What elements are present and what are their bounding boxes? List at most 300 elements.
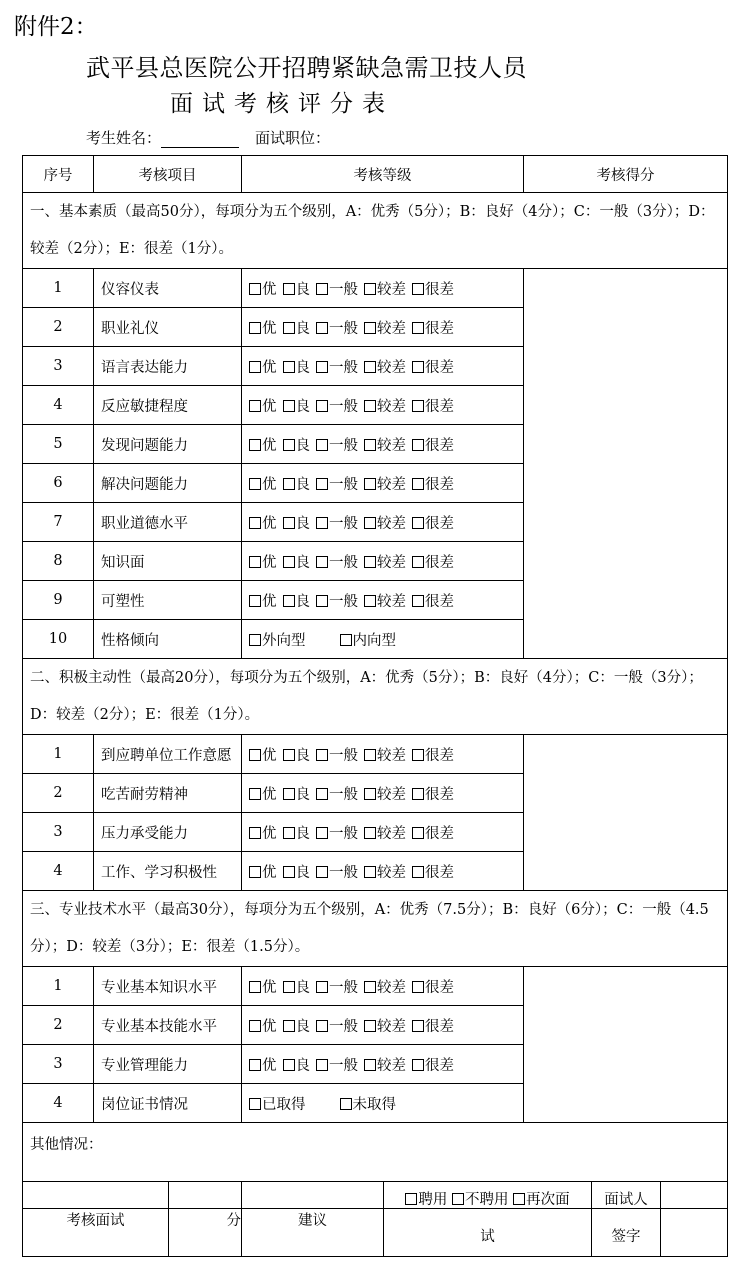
grade-options bbox=[242, 464, 524, 503]
grade-option-label: 较差 bbox=[377, 476, 406, 493]
grade-checkbox[interactable] bbox=[412, 361, 424, 373]
suggest-label: 建议 bbox=[242, 1182, 384, 1257]
section3-description: 三、专业技术水平（最高30分），每项分为五个级别，A：优秀（7.5分）；B：良好（6分）；C：一般（4.5分）；D：较差（3分）；E：很差（1.5分）。 bbox=[23, 891, 728, 967]
grade-checkbox[interactable] bbox=[412, 866, 424, 878]
grade-option bbox=[283, 826, 311, 842]
grade-option-label: 很差 bbox=[425, 864, 454, 881]
grade-option bbox=[316, 555, 358, 571]
grade-option bbox=[283, 748, 311, 764]
grade-option bbox=[249, 865, 277, 881]
grade-checkbox[interactable] bbox=[249, 400, 261, 412]
grade-option-label: 优 bbox=[262, 515, 277, 532]
choice-checkbox[interactable] bbox=[249, 634, 261, 646]
grade-checkbox[interactable] bbox=[412, 595, 424, 607]
attachment-label: 附件2： bbox=[14, 14, 98, 40]
grade-checkbox[interactable] bbox=[412, 981, 424, 993]
grade-checkbox[interactable] bbox=[412, 1059, 424, 1071]
grade-options bbox=[242, 852, 524, 891]
grade-option-label: 良 bbox=[295, 437, 310, 454]
item-number: 6 bbox=[23, 464, 94, 503]
grade-checkbox[interactable] bbox=[364, 1059, 376, 1071]
item-name: 岗位证书情况 bbox=[94, 1084, 242, 1123]
grade-checkbox[interactable] bbox=[249, 478, 261, 490]
grade-option bbox=[283, 399, 311, 415]
choice-option bbox=[340, 633, 397, 649]
choice-checkbox[interactable] bbox=[249, 1098, 261, 1110]
item-number: 4 bbox=[23, 1084, 94, 1123]
grade-option-label: 较差 bbox=[377, 786, 406, 803]
choice-option bbox=[249, 1097, 306, 1113]
signer-label bbox=[592, 1182, 661, 1257]
grade-checkbox[interactable] bbox=[249, 981, 261, 993]
grade-option-label: 较差 bbox=[377, 554, 406, 571]
grade-checkbox[interactable] bbox=[412, 517, 424, 529]
section2-score-cell[interactable] bbox=[524, 735, 728, 891]
grade-checkbox[interactable] bbox=[249, 1059, 261, 1071]
item-name: 反应敏捷程度 bbox=[94, 386, 242, 425]
grade-checkbox[interactable] bbox=[364, 981, 376, 993]
candidate-name-field[interactable] bbox=[161, 133, 239, 148]
grade-option bbox=[364, 516, 406, 532]
grade-option-label: 一般 bbox=[329, 864, 358, 881]
grade-checkbox[interactable] bbox=[412, 1020, 424, 1032]
grade-option bbox=[316, 594, 358, 610]
grade-option-label: 一般 bbox=[329, 476, 358, 493]
grade-checkbox[interactable] bbox=[249, 595, 261, 607]
grade-option-label: 良 bbox=[295, 747, 310, 764]
grade-option bbox=[364, 1019, 406, 1035]
grade-checkbox[interactable] bbox=[364, 749, 376, 761]
item-name: 发现问题能力 bbox=[94, 425, 242, 464]
grade-option-label: 一般 bbox=[329, 593, 358, 610]
grade-option bbox=[412, 360, 454, 376]
grade-checkbox[interactable] bbox=[364, 439, 376, 451]
grade-option-label: 一般 bbox=[329, 281, 358, 298]
grade-option bbox=[249, 1058, 277, 1074]
grade-checkbox[interactable] bbox=[316, 439, 328, 451]
grade-option bbox=[249, 399, 277, 415]
section3-row bbox=[23, 891, 728, 967]
grade-option-label: 较差 bbox=[377, 747, 406, 764]
item-number: 4 bbox=[23, 386, 94, 425]
grade-checkbox[interactable] bbox=[249, 517, 261, 529]
grade-checkbox[interactable] bbox=[249, 749, 261, 761]
grade-option bbox=[249, 438, 277, 454]
grade-option bbox=[412, 748, 454, 764]
item-number: 2 bbox=[23, 774, 94, 813]
grade-option-label: 一般 bbox=[329, 786, 358, 803]
grade-checkbox[interactable] bbox=[316, 322, 328, 334]
grade-checkbox[interactable] bbox=[412, 827, 424, 839]
grade-checkbox[interactable] bbox=[316, 1020, 328, 1032]
choice-option-label: 外向型 bbox=[262, 632, 306, 649]
grade-option-label: 一般 bbox=[329, 825, 358, 842]
item-number: 9 bbox=[23, 581, 94, 620]
conclusion-table bbox=[22, 1181, 728, 1257]
grade-option bbox=[316, 516, 358, 532]
grade-checkbox[interactable] bbox=[364, 361, 376, 373]
grade-checkbox[interactable] bbox=[283, 400, 295, 412]
item-number: 1 bbox=[23, 967, 94, 1006]
grade-options bbox=[242, 1006, 524, 1045]
grade-checkbox[interactable] bbox=[316, 478, 328, 490]
section2-description: 二、积极主动性（最高20分），每项分为五个级别，A：优秀（5分）；B：良好（4分）；C：一般（3分）；D：较差（2分）；E：很差（1分）。 bbox=[23, 659, 728, 735]
grade-checkbox[interactable] bbox=[283, 981, 295, 993]
grade-options bbox=[242, 425, 524, 464]
grade-option-label: 较差 bbox=[377, 825, 406, 842]
grade-option bbox=[412, 1058, 454, 1074]
grade-option-label: 良 bbox=[295, 359, 310, 376]
grade-checkbox[interactable] bbox=[249, 866, 261, 878]
signer-label-line1: 面试人 bbox=[604, 1192, 648, 1208]
grade-options bbox=[242, 774, 524, 813]
grade-checkbox[interactable] bbox=[283, 788, 295, 800]
grade-option bbox=[364, 477, 406, 493]
grade-checkbox[interactable] bbox=[316, 595, 328, 607]
grade-checkbox[interactable] bbox=[316, 981, 328, 993]
choice-option-label: 未取得 bbox=[352, 1096, 396, 1113]
section1-description: 一、基本素质（最高50分），每项分为五个级别，A：优秀（5分）；B：良好（4分）；C：一般（3分）；D：较差（2分）；E：很差（1分）。 bbox=[23, 193, 728, 269]
grade-checkbox[interactable] bbox=[316, 788, 328, 800]
grade-checkbox[interactable] bbox=[364, 827, 376, 839]
grade-checkbox[interactable] bbox=[316, 866, 328, 878]
checkbox-reinterview[interactable] bbox=[513, 1193, 525, 1205]
grade-option bbox=[283, 321, 311, 337]
item-name: 吃苦耐劳精神 bbox=[94, 774, 242, 813]
grade-checkbox[interactable] bbox=[316, 827, 328, 839]
grade-option-label: 很差 bbox=[425, 437, 454, 454]
suggest-wrap-line: 试 bbox=[480, 1229, 495, 1245]
grade-option-label: 优 bbox=[262, 1057, 277, 1074]
grade-checkbox[interactable] bbox=[316, 517, 328, 529]
grade-checkbox[interactable] bbox=[283, 439, 295, 451]
choice-option bbox=[249, 633, 306, 649]
grade-option-label: 一般 bbox=[329, 554, 358, 571]
grade-option-label: 优 bbox=[262, 398, 277, 415]
grade-option bbox=[283, 477, 311, 493]
grade-checkbox[interactable] bbox=[364, 595, 376, 607]
grade-option bbox=[364, 594, 406, 610]
item-name: 职业道德水平 bbox=[94, 503, 242, 542]
grade-checkbox[interactable] bbox=[364, 556, 376, 568]
choice-option-label: 内向型 bbox=[352, 632, 396, 649]
grade-checkbox[interactable] bbox=[364, 866, 376, 878]
grade-option bbox=[412, 865, 454, 881]
grade-option bbox=[316, 748, 358, 764]
grade-option-label: 较差 bbox=[377, 281, 406, 298]
grade-checkbox[interactable] bbox=[364, 322, 376, 334]
checkbox-hire[interactable] bbox=[405, 1193, 417, 1205]
grade-option bbox=[412, 787, 454, 803]
grade-options bbox=[242, 735, 524, 774]
grade-option bbox=[316, 1019, 358, 1035]
grade-option-label: 一般 bbox=[329, 1018, 358, 1035]
grade-checkbox[interactable] bbox=[249, 439, 261, 451]
grade-checkbox[interactable] bbox=[412, 788, 424, 800]
form-title: 面试考核评分表 bbox=[170, 91, 394, 117]
grade-checkbox[interactable] bbox=[283, 517, 295, 529]
grade-option-label: 良 bbox=[295, 554, 310, 571]
grade-option-label: 良 bbox=[295, 864, 310, 881]
grade-option-label: 较差 bbox=[377, 1018, 406, 1035]
item-number: 3 bbox=[23, 1045, 94, 1084]
grade-option bbox=[412, 438, 454, 454]
grade-checkbox[interactable] bbox=[283, 595, 295, 607]
grade-option-label: 良 bbox=[295, 476, 310, 493]
checkbox-no-hire[interactable] bbox=[452, 1193, 464, 1205]
item-number: 2 bbox=[23, 308, 94, 347]
grade-options bbox=[242, 308, 524, 347]
item-number: 2 bbox=[23, 1006, 94, 1045]
grade-checkbox[interactable] bbox=[249, 283, 261, 295]
grade-option-label: 优 bbox=[262, 593, 277, 610]
grade-option bbox=[249, 980, 277, 996]
grade-checkbox[interactable] bbox=[364, 400, 376, 412]
grade-option-label: 良 bbox=[295, 1018, 310, 1035]
grade-option bbox=[249, 321, 277, 337]
item-name: 专业基本技能水平 bbox=[94, 1006, 242, 1045]
item-number: 1 bbox=[23, 735, 94, 774]
grade-option-label: 优 bbox=[262, 979, 277, 996]
position-label: 面试职位： bbox=[255, 129, 331, 147]
grade-option bbox=[316, 865, 358, 881]
item-number: 8 bbox=[23, 542, 94, 581]
grade-checkbox[interactable] bbox=[316, 749, 328, 761]
grade-option bbox=[412, 282, 454, 298]
item-name: 专业基本知识水平 bbox=[94, 967, 242, 1006]
grade-checkbox[interactable] bbox=[249, 827, 261, 839]
grade-option bbox=[364, 787, 406, 803]
grade-checkbox[interactable] bbox=[283, 1059, 295, 1071]
suggest-options bbox=[384, 1182, 592, 1257]
grade-option-label: 很差 bbox=[425, 1018, 454, 1035]
grade-checkbox[interactable] bbox=[412, 556, 424, 568]
grade-checkbox[interactable] bbox=[283, 361, 295, 373]
grade-option-label: 很差 bbox=[425, 979, 454, 996]
grade-option bbox=[316, 399, 358, 415]
grade-option bbox=[283, 282, 311, 298]
item-name: 压力承受能力 bbox=[94, 813, 242, 852]
grade-checkbox[interactable] bbox=[283, 749, 295, 761]
grade-checkbox[interactable] bbox=[283, 556, 295, 568]
grade-option bbox=[283, 516, 311, 532]
grade-option bbox=[316, 438, 358, 454]
grade-checkbox[interactable] bbox=[249, 556, 261, 568]
grade-option-label: 优 bbox=[262, 1018, 277, 1035]
item-number: 3 bbox=[23, 347, 94, 386]
grade-checkbox[interactable] bbox=[316, 400, 328, 412]
grade-option bbox=[412, 980, 454, 996]
grade-option bbox=[364, 282, 406, 298]
grade-checkbox[interactable] bbox=[283, 283, 295, 295]
grade-checkbox[interactable] bbox=[412, 322, 424, 334]
grade-option bbox=[249, 1019, 277, 1035]
grade-option bbox=[364, 826, 406, 842]
grade-checkbox[interactable] bbox=[364, 517, 376, 529]
grade-option-label: 良 bbox=[295, 825, 310, 842]
grade-option bbox=[249, 477, 277, 493]
grade-option bbox=[249, 748, 277, 764]
grade-option bbox=[283, 787, 311, 803]
grade-checkbox[interactable] bbox=[412, 283, 424, 295]
grade-checkbox[interactable] bbox=[412, 749, 424, 761]
grade-option bbox=[412, 399, 454, 415]
grade-option-label: 良 bbox=[295, 515, 310, 532]
grade-option-label: 很差 bbox=[425, 554, 454, 571]
grade-option-label: 一般 bbox=[329, 1057, 358, 1074]
grade-checkbox[interactable] bbox=[364, 478, 376, 490]
grade-checkbox[interactable] bbox=[283, 827, 295, 839]
grade-checkbox[interactable] bbox=[283, 866, 295, 878]
grade-checkbox[interactable] bbox=[316, 556, 328, 568]
grade-option-label: 很差 bbox=[425, 398, 454, 415]
grade-option bbox=[283, 980, 311, 996]
grade-options bbox=[242, 581, 524, 620]
grade-options bbox=[242, 503, 524, 542]
grade-option-label: 优 bbox=[262, 437, 277, 454]
grade-checkbox[interactable] bbox=[364, 283, 376, 295]
score-unit: 分 bbox=[169, 1182, 242, 1257]
item-name: 可塑性 bbox=[94, 581, 242, 620]
choice-checkbox[interactable] bbox=[340, 1098, 352, 1110]
item-name: 知识面 bbox=[94, 542, 242, 581]
grade-option-label: 较差 bbox=[377, 320, 406, 337]
grade-option bbox=[364, 865, 406, 881]
choice-options bbox=[242, 620, 524, 659]
grade-option-label: 很差 bbox=[425, 320, 454, 337]
section3-score-cell[interactable] bbox=[524, 967, 728, 1123]
grade-option bbox=[283, 555, 311, 571]
grade-option-label: 很差 bbox=[425, 825, 454, 842]
grade-option bbox=[364, 980, 406, 996]
grade-options bbox=[242, 347, 524, 386]
grade-checkbox[interactable] bbox=[316, 1059, 328, 1071]
grade-option-label: 一般 bbox=[329, 747, 358, 764]
header-score: 考核得分 bbox=[524, 156, 728, 193]
grade-option bbox=[283, 594, 311, 610]
grade-option-label: 很差 bbox=[425, 786, 454, 803]
option-hire: 聘用 bbox=[418, 1192, 448, 1208]
grade-checkbox[interactable] bbox=[283, 478, 295, 490]
table-row bbox=[23, 967, 728, 1006]
grade-option-label: 一般 bbox=[329, 359, 358, 376]
grade-option bbox=[283, 360, 311, 376]
grade-option-label: 良 bbox=[295, 320, 310, 337]
grade-checkbox[interactable] bbox=[283, 322, 295, 334]
grade-options bbox=[242, 542, 524, 581]
grade-option-label: 很差 bbox=[425, 281, 454, 298]
grade-checkbox[interactable] bbox=[412, 478, 424, 490]
choice-checkbox[interactable] bbox=[340, 634, 352, 646]
grade-option bbox=[412, 1019, 454, 1035]
grade-option-label: 一般 bbox=[329, 437, 358, 454]
grade-option bbox=[316, 477, 358, 493]
grade-option bbox=[412, 555, 454, 571]
grade-option-label: 很差 bbox=[425, 747, 454, 764]
item-number: 10 bbox=[23, 620, 94, 659]
grade-option bbox=[283, 865, 311, 881]
document-title: 武平县总医院公开招聘紧缺急需卫技人员 bbox=[86, 54, 527, 82]
grade-option-label: 优 bbox=[262, 476, 277, 493]
grade-option bbox=[316, 360, 358, 376]
grade-option-label: 优 bbox=[262, 786, 277, 803]
grade-option-label: 良 bbox=[295, 786, 310, 803]
exam-label: 考核面试 bbox=[23, 1182, 169, 1257]
grade-checkbox[interactable] bbox=[249, 1020, 261, 1032]
grade-checkbox[interactable] bbox=[364, 1020, 376, 1032]
score-table bbox=[22, 155, 728, 1209]
grade-option-label: 较差 bbox=[377, 437, 406, 454]
signature-field[interactable] bbox=[661, 1182, 728, 1257]
item-name: 工作、学习积极性 bbox=[94, 852, 242, 891]
item-number: 4 bbox=[23, 852, 94, 891]
section2-row bbox=[23, 659, 728, 735]
choice-options bbox=[242, 1084, 524, 1123]
grade-option-label: 很差 bbox=[425, 593, 454, 610]
grade-option bbox=[249, 826, 277, 842]
option-reinterview: 再次面 bbox=[526, 1192, 570, 1208]
signer-label-line2: 签字 bbox=[611, 1229, 641, 1245]
grade-option bbox=[364, 438, 406, 454]
grade-checkbox[interactable] bbox=[364, 788, 376, 800]
grade-option-label: 很差 bbox=[425, 476, 454, 493]
other-notes[interactable]: 其他情况： bbox=[23, 1123, 728, 1209]
grade-option-label: 一般 bbox=[329, 320, 358, 337]
grade-option bbox=[283, 1019, 311, 1035]
grade-option-label: 优 bbox=[262, 359, 277, 376]
conclusion-row bbox=[23, 1182, 728, 1257]
grade-checkbox[interactable] bbox=[412, 400, 424, 412]
grade-option-label: 很差 bbox=[425, 1057, 454, 1074]
item-name: 性格倾向 bbox=[94, 620, 242, 659]
grade-option-label: 优 bbox=[262, 554, 277, 571]
table-header-row bbox=[23, 156, 728, 193]
grade-option-label: 优 bbox=[262, 825, 277, 842]
grade-option bbox=[364, 555, 406, 571]
grade-checkbox[interactable] bbox=[412, 439, 424, 451]
item-name: 仪容仪表 bbox=[94, 269, 242, 308]
grade-checkbox[interactable] bbox=[249, 322, 261, 334]
grade-option-label: 良 bbox=[295, 281, 310, 298]
grade-option bbox=[283, 1058, 311, 1074]
grade-option bbox=[283, 438, 311, 454]
grade-option-label: 很差 bbox=[425, 359, 454, 376]
grade-checkbox[interactable] bbox=[249, 361, 261, 373]
grade-option bbox=[364, 399, 406, 415]
suggest-options-line bbox=[384, 1182, 591, 1219]
grade-checkbox[interactable] bbox=[283, 1020, 295, 1032]
grade-option bbox=[316, 826, 358, 842]
item-number: 3 bbox=[23, 813, 94, 852]
grade-checkbox[interactable] bbox=[316, 283, 328, 295]
grade-checkbox[interactable] bbox=[316, 361, 328, 373]
section1-score-cell[interactable] bbox=[524, 269, 728, 659]
grade-option-label: 较差 bbox=[377, 1057, 406, 1074]
option-no-hire: 不聘用 bbox=[465, 1192, 509, 1208]
grade-option bbox=[316, 787, 358, 803]
grade-checkbox[interactable] bbox=[249, 788, 261, 800]
grade-option-label: 较差 bbox=[377, 593, 406, 610]
grade-option-label: 较差 bbox=[377, 398, 406, 415]
table-row bbox=[23, 735, 728, 774]
grade-option bbox=[316, 1058, 358, 1074]
header-item: 考核项目 bbox=[94, 156, 242, 193]
grade-option-label: 良 bbox=[295, 979, 310, 996]
grade-option bbox=[316, 321, 358, 337]
item-number: 7 bbox=[23, 503, 94, 542]
item-name: 到应聘单位工作意愿 bbox=[94, 735, 242, 774]
item-number: 5 bbox=[23, 425, 94, 464]
